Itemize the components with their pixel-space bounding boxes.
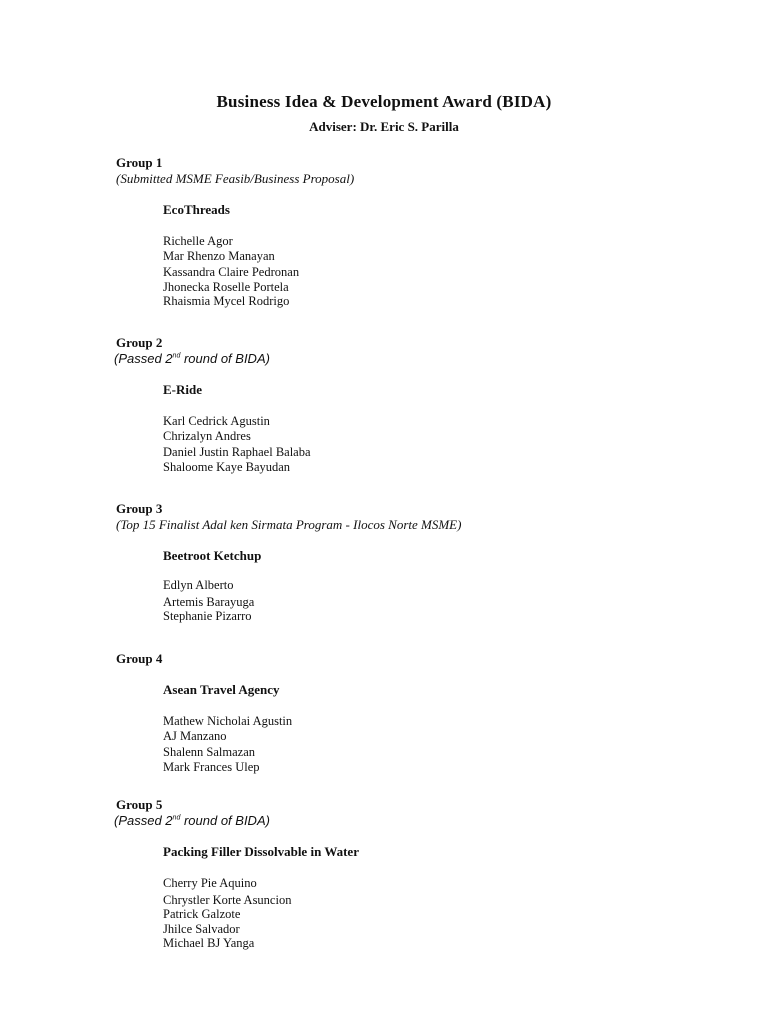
group-label: Group 2 <box>116 335 163 350</box>
group-1-section <box>116 155 736 309</box>
project-name: E-Ride <box>163 382 202 397</box>
group-note-suffix: round of BIDA) <box>180 813 270 828</box>
document-title: Business Idea & Development Award (BIDA) <box>216 92 552 111</box>
member-name: Mar Rhenzo Manayan <box>163 248 275 263</box>
member-list <box>163 714 736 774</box>
group-note-superscript: nd <box>172 814 181 822</box>
member-name: Shaloome Kaye Bayudan <box>163 459 291 474</box>
group-label: Group 3 <box>116 501 163 516</box>
group-3-section <box>116 501 736 624</box>
group-note: (Top 15 Finalist Adal ken Sirmata Program - Ilocos Norte MSME) <box>116 517 462 532</box>
member-name: Cherry Pie Aquino <box>163 876 257 890</box>
member-list <box>163 876 736 951</box>
group-5-section <box>116 797 736 951</box>
group-2-section <box>116 335 736 474</box>
group-label: Group 4 <box>116 651 163 666</box>
member-list <box>163 414 736 474</box>
group-note-prefix: (Passed 2 <box>114 813 173 828</box>
member-name: Rhaismia Mycel Rodrigo <box>163 294 290 308</box>
group-label: Group 5 <box>116 797 163 812</box>
member-list <box>163 234 736 309</box>
member-name: Shalenn Salmazan <box>163 745 255 759</box>
member-name: Chrystler Korte Asuncion <box>163 892 292 907</box>
member-list <box>163 578 736 624</box>
member-name: Jhilce Salvador <box>163 921 240 936</box>
project-name: EcoThreads <box>163 202 230 217</box>
member-name: AJ Manzano <box>163 728 227 743</box>
member-name: Artemis Barayuga <box>163 594 255 609</box>
adviser-line: Adviser: Dr. Eric S. Parilla <box>309 119 459 134</box>
member-name: Jhonecka Roselle Portela <box>163 279 289 294</box>
project-name: Packing Filler Dissolvable in Water <box>163 844 359 859</box>
member-name: Daniel Justin Raphael Balaba <box>163 445 311 459</box>
group-label: Group 1 <box>116 155 163 170</box>
group-note <box>114 813 736 829</box>
group-note-superscript: nd <box>172 352 181 360</box>
project-name: Asean Travel Agency <box>163 682 280 697</box>
group-note <box>114 351 736 367</box>
project-name: Beetroot Ketchup <box>163 548 262 563</box>
member-name: Patrick Galzote <box>163 907 241 921</box>
member-name: Karl Cedrick Agustin <box>163 414 270 428</box>
group-note: (Submitted MSME Feasib/Business Proposal) <box>116 171 355 186</box>
member-name: Stephanie Pizarro <box>163 609 252 623</box>
member-name: Mark Frances Ulep <box>163 759 260 774</box>
member-name: Mathew Nicholai Agustin <box>163 714 293 728</box>
member-name: Chrizalyn Andres <box>163 428 251 443</box>
member-name: Edlyn Alberto <box>163 578 234 592</box>
member-name: Richelle Agor <box>163 234 233 248</box>
group-4-section <box>116 651 736 774</box>
group-note-prefix: (Passed 2 <box>114 351 173 366</box>
group-note-suffix: round of BIDA) <box>180 351 270 366</box>
member-name: Kassandra Claire Pedronan <box>163 265 300 279</box>
member-name: Michael BJ Yanga <box>163 936 255 950</box>
